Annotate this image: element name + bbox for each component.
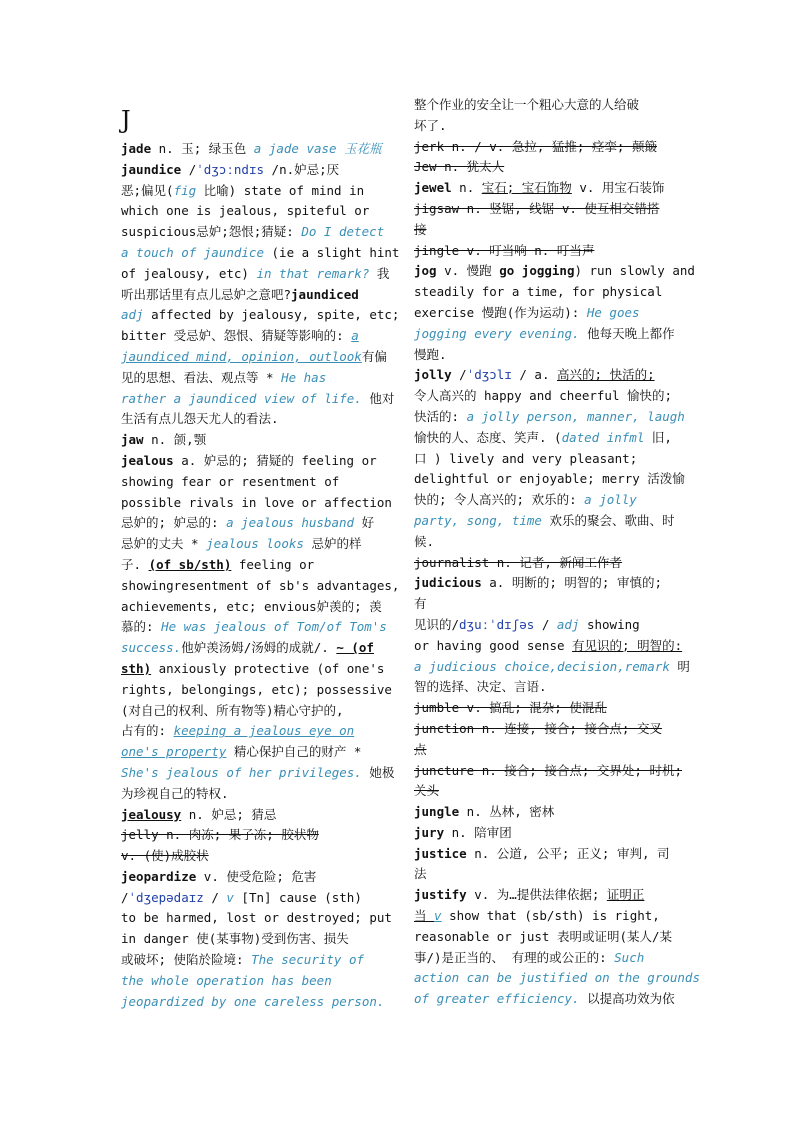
- text-line: [414, 365, 680, 386]
- definition-text: 为珍视自己的特权.: [121, 785, 229, 801]
- text-line: [414, 261, 695, 282]
- text-line: [121, 929, 387, 950]
- text-line: [414, 864, 680, 885]
- text-line: [121, 659, 387, 680]
- text-line: [414, 740, 680, 761]
- text-line: [121, 555, 387, 576]
- struck-entry: 关头: [414, 783, 440, 799]
- struck-entry: junction n. 连接, 接合; 接合点; 交叉: [414, 720, 662, 736]
- text-line: [414, 116, 680, 137]
- phonetic-text: dʒuːˈdɪʃəs: [459, 616, 535, 632]
- definition-text: ~ (of: [336, 640, 374, 656]
- definition-text: 坏了.: [414, 117, 447, 133]
- text-line: [121, 763, 395, 784]
- text-line: [414, 594, 680, 615]
- definition-text: 比喻) state of mind in: [196, 182, 365, 198]
- definition-text: 占有的:: [121, 723, 174, 739]
- definition-text: exercise 慢跑(作为运动):: [414, 304, 587, 320]
- definition-text: 旧,: [644, 429, 672, 445]
- example-text: Such: [614, 949, 645, 965]
- section-letter: J: [121, 106, 131, 134]
- text-line: [121, 846, 387, 867]
- text-line: [414, 885, 680, 906]
- text-line: [121, 742, 387, 763]
- text-line: [121, 326, 387, 347]
- definition-text: 候.: [414, 533, 435, 549]
- headword: jealous: [121, 452, 174, 468]
- example-text: a judicious choice,decision,remark: [414, 658, 670, 674]
- definition-text: showing fear or resentment of: [121, 473, 340, 489]
- headword: jaundiced: [291, 286, 359, 302]
- headword: go jogging: [499, 263, 575, 279]
- definition-text: [Tn] cause (sth): [233, 889, 362, 905]
- example-text: jaundiced mind, opinion, outlook: [121, 348, 362, 364]
- text-line: [414, 345, 680, 366]
- example-text: the whole operation has been: [121, 972, 332, 988]
- definition-text: in danger 使(某事物)受到伤害、损失: [121, 931, 349, 947]
- definition-text: 有偏: [361, 348, 387, 364]
- definition-text: affected by jealousy, spite, etc;: [143, 307, 400, 323]
- text-line: [121, 430, 387, 451]
- headword: justify: [414, 887, 467, 903]
- definition-text: 快活的:: [414, 408, 467, 424]
- definition-text: 见的思想、看法、观点等 *: [121, 369, 282, 385]
- definition-text: achievements, etc; envious妒羡的; 羡: [121, 598, 382, 614]
- definition-text: bitter 受忌妒、怨恨、猜疑等影响的:: [121, 328, 352, 344]
- definition-text: 令人高兴的 happy and cheerful 愉快的;: [414, 388, 673, 404]
- phonetic-text: ˈdʒepədaɪz: [128, 889, 204, 905]
- definition-text: (of sb/sth): [148, 556, 232, 572]
- definition-text: sth): [121, 660, 152, 676]
- text-line: [414, 137, 680, 158]
- headword: jungle: [414, 804, 460, 820]
- definition-text: ) run slowly and: [574, 263, 695, 279]
- example-text: He goes: [586, 304, 640, 320]
- text-line: [414, 802, 680, 823]
- example-text: in that remark?: [256, 265, 370, 281]
- definition-text: n. 陪审团: [444, 824, 512, 840]
- definition-text: which one is jealous, spiteful or: [121, 203, 370, 219]
- text-line: [414, 968, 700, 989]
- definition-text: 好: [354, 515, 375, 531]
- headword: jury: [414, 824, 445, 840]
- example-text: v: [226, 889, 234, 905]
- definition-text: 她极: [361, 764, 395, 780]
- definition-text: 快的; 令人高兴的; 欢乐的:: [414, 492, 585, 508]
- definition-text: 欢乐的聚会、歌曲、时: [541, 512, 675, 528]
- example-text: The security of: [251, 952, 364, 968]
- text-line: [121, 825, 387, 846]
- text-line: [121, 617, 387, 638]
- text-line: [121, 576, 400, 597]
- definition-text: 听出那话里有点儿忌妒之意吧?: [121, 286, 292, 302]
- text-line: [414, 157, 680, 178]
- text-line: [414, 781, 680, 802]
- definition-text: 见识的/: [414, 616, 460, 632]
- definition-text: (ie a slight hint: [264, 244, 400, 260]
- example-text: She's jealous of her privileges.: [121, 764, 362, 780]
- example-text: party, song, time: [414, 512, 542, 528]
- text-line: [414, 324, 680, 345]
- headword: jewel: [414, 180, 452, 196]
- text-line: [414, 428, 680, 449]
- struck-entry: Jew n. 犹太人: [414, 159, 505, 175]
- text-line: [121, 389, 395, 410]
- definition-text: 他妒羡汤姆/汤姆的成就/.: [181, 640, 337, 656]
- example-text: jogging every evening.: [414, 325, 580, 341]
- text-line: [414, 761, 680, 782]
- example-text: a jade vase 玉花瓶: [253, 141, 382, 156]
- definition-text: (对自己的权利、所有物等)精心守护的,: [121, 702, 344, 718]
- definition-text: n. 玉; 绿玉色: [151, 141, 254, 156]
- definition-text: /n.妒忌;厌: [264, 161, 340, 177]
- definition-text: 事/)是正当的、 有理的或公正的:: [414, 949, 615, 965]
- text-line: [121, 222, 387, 243]
- struck-entry: journalist n. 记者, 新闻工作者: [414, 554, 622, 570]
- definition-text: 法: [414, 866, 427, 882]
- example-text: keeping a jealous eye on: [173, 723, 355, 739]
- headword: jeopardize: [121, 868, 197, 884]
- definition-text: v. 慢跑: [436, 263, 500, 279]
- headword: judicious: [414, 575, 482, 591]
- text-line: [414, 844, 680, 865]
- text-line: [414, 573, 680, 594]
- example-text: a jolly: [584, 492, 637, 508]
- definition-text: 当: [414, 908, 435, 924]
- definition-text: a. 明断的; 明智的; 审慎的;: [481, 575, 662, 591]
- example-text: of greater efficiency.: [414, 991, 580, 1007]
- text-line: [414, 303, 680, 324]
- definition-text: suspicious忌妒;怨恨;猜疑:: [121, 224, 302, 240]
- definition-text: 证明正: [606, 887, 645, 903]
- text-line: [414, 178, 680, 199]
- definition-text: 慕的:: [121, 619, 162, 635]
- text-line: [121, 638, 387, 659]
- definition-text: showingresentment of sb's advantages,: [121, 577, 400, 593]
- struck-entry: jelly n. 肉冻; 果子冻; 胶状物: [121, 827, 319, 843]
- text-line: [414, 636, 683, 657]
- example-text: dated infml: [561, 429, 645, 445]
- example-text: a jolly person, manner, laugh: [466, 408, 685, 424]
- definition-text: feeling or: [231, 556, 315, 572]
- definition-text: 恶;偏见(: [121, 182, 174, 198]
- text-line: [121, 805, 387, 826]
- definition-text: 生活有点儿怨天尤人的看法.: [121, 411, 279, 427]
- definition-text: 有: [414, 596, 427, 612]
- definition-text: a. 妒忌的; 猜疑的 feeling or: [173, 452, 377, 468]
- example-text: jeopardized by one careless person.: [121, 993, 385, 1009]
- example-text: success.: [121, 640, 182, 656]
- text-line: [414, 199, 680, 220]
- headword: jolly: [414, 367, 452, 383]
- definition-text: 明: [669, 658, 690, 674]
- text-line: [121, 472, 387, 493]
- definition-text: 忌妒的丈夫 *: [121, 536, 207, 552]
- definition-text: 或破坏; 使陷於险境:: [121, 952, 252, 968]
- text-line: [121, 160, 387, 181]
- text-line: [414, 989, 680, 1010]
- text-line: [121, 347, 387, 368]
- definition-text: n. 公道, 公平; 正义; 审判, 司: [466, 845, 670, 861]
- text-line: [414, 532, 680, 553]
- text-line: [121, 493, 392, 514]
- headword: justice: [414, 845, 467, 861]
- definition-text: /: [534, 616, 557, 632]
- text-line: [414, 220, 680, 241]
- definition-text: steadily for a time, for physical: [414, 284, 663, 300]
- text-line: [414, 719, 680, 740]
- definition-text: jealousy: [121, 806, 182, 822]
- definition-text: 忌妒的; 妒忌的:: [121, 515, 227, 531]
- struck-entry: v. (使)成胶状: [121, 848, 209, 864]
- text-line: [414, 469, 685, 490]
- text-line: [414, 615, 680, 636]
- text-line: [121, 784, 387, 805]
- definition-text: possible rivals in love or affection: [121, 494, 392, 510]
- text-line: [121, 139, 387, 160]
- example-text: adj: [556, 616, 580, 632]
- text-line: [121, 451, 387, 472]
- definition-text: /: [451, 367, 467, 383]
- definition-text: to be harmed, lost or destroyed; put: [121, 910, 392, 926]
- text-line: [414, 449, 680, 470]
- definition-text: / a.: [511, 367, 558, 383]
- text-line: [121, 992, 387, 1013]
- definition-text: /: [181, 161, 197, 177]
- text-line: [414, 927, 680, 948]
- definition-text: n. 颌,颚: [143, 432, 207, 448]
- text-line: [121, 181, 387, 202]
- example-text: a touch of jaundice: [121, 244, 264, 260]
- text-line: [414, 511, 680, 532]
- text-line: [121, 908, 392, 929]
- example-text: fig: [173, 182, 197, 198]
- text-line: [414, 95, 680, 116]
- text-line: [121, 264, 390, 285]
- text-line: [121, 680, 392, 701]
- text-line: [414, 407, 685, 428]
- definition-text: 他对: [361, 390, 395, 406]
- text-line: [414, 906, 680, 927]
- example-text: jealous looks: [206, 536, 304, 552]
- text-line: [121, 888, 387, 909]
- example-text: a: [351, 328, 359, 344]
- definition-text: 忌妒的样: [303, 536, 362, 552]
- text-line: [414, 823, 680, 844]
- definition-text: v. 使受危险; 危害: [196, 868, 317, 884]
- headword: jade: [121, 141, 152, 156]
- example-text: a jealous husband: [226, 515, 355, 531]
- struck-entry: 点: [414, 741, 427, 757]
- text-line: [414, 698, 680, 719]
- definition-text: 有见识的; 明智的:: [572, 637, 683, 653]
- definition-text: 智的选择、决定、言语.: [414, 679, 547, 695]
- definition-text: 他每天晚上都作: [579, 325, 675, 341]
- definition-text: 慢跑.: [414, 346, 447, 362]
- text-line: [121, 950, 387, 971]
- text-line: [121, 721, 387, 742]
- text-line: [121, 409, 387, 430]
- struck-entry: jumble v. 搞乱; 混杂; 使混乱: [414, 700, 607, 716]
- text-line: [121, 285, 387, 306]
- text-line: [414, 657, 690, 678]
- phonetic-text: ˈdʒɔlɪ: [466, 367, 512, 383]
- definition-text: 以提高功效为依: [579, 991, 675, 1007]
- definition-text: or having good sense: [414, 637, 573, 653]
- definition-text: rights, belongings, etc); possessive: [121, 681, 392, 697]
- text-line: [121, 971, 387, 992]
- text-line: [121, 597, 387, 618]
- definition-text: v. 用宝石装饰: [571, 180, 665, 196]
- struck-entry: jigsaw n. 竖锯, 线锯 v. 使互相交错搭: [414, 200, 660, 216]
- example-text: v: [434, 908, 442, 924]
- struck-entry: 接: [414, 221, 427, 237]
- definition-text: n. 丛林, 密林: [459, 804, 555, 820]
- headword: jaw: [121, 432, 144, 448]
- definition-text: 高兴的; 快活的;: [557, 367, 655, 383]
- text-line: [414, 553, 680, 574]
- text-line: [121, 368, 387, 389]
- definition-text: 精心保护自己的财产 *: [226, 744, 362, 760]
- text-line: [121, 513, 387, 534]
- example-text: He has: [281, 369, 327, 385]
- text-line: [414, 948, 680, 969]
- left-column: [121, 139, 400, 1012]
- example-text: Do I detect: [301, 224, 385, 240]
- example-text: rather a jaundiced view of life.: [121, 390, 362, 406]
- definition-text: reasonable or just 表明或证明(某人/某: [414, 928, 673, 944]
- definition-text: v. 为…提供法律依据;: [466, 887, 607, 903]
- definition-text: /: [121, 889, 129, 905]
- struck-entry: juncture n. 接合; 接合点; 交界处; 时机;: [414, 762, 682, 778]
- definition-text: /: [203, 889, 227, 905]
- text-line: [414, 677, 680, 698]
- text-line: [414, 282, 680, 303]
- definition-text: delightful or enjoyable; merry 活泼愉: [414, 471, 685, 487]
- text-line: [121, 305, 400, 326]
- text-line: [121, 701, 387, 722]
- phonetic-text: ˈdʒɔːndɪs: [196, 161, 265, 177]
- definition-text: n.: [451, 180, 482, 196]
- definition-text: of jealousy, etc): [121, 265, 257, 281]
- definition-text: 宝石; 宝石饰物: [481, 180, 572, 196]
- definition-text: 子.: [121, 556, 149, 572]
- text-line: [121, 867, 387, 888]
- definition-text: 愉快的人、态度、笑声. (: [414, 429, 562, 445]
- definition-text: 口 ) lively and very pleasant;: [414, 450, 638, 466]
- struck-entry: jingle v. 叮当响 n. 叮当声: [414, 242, 595, 258]
- right-column: [414, 95, 700, 1010]
- struck-entry: jerk n. / v. 急拉, 猛推; 痉挛; 颠簸: [414, 138, 657, 154]
- definition-text: showing: [579, 616, 640, 632]
- headword: jog: [414, 263, 437, 279]
- definition-text: n. 妒忌; 猜忌: [181, 806, 277, 822]
- definition-text: show that (sb/sth) is right,: [441, 908, 660, 924]
- text-line: [414, 490, 680, 511]
- definition-text: anxiously protective (of one's: [151, 660, 385, 676]
- definition-text: 我: [369, 265, 390, 281]
- example-text: He was jealous of Tom/of Tom's: [161, 619, 387, 635]
- definition-text: 整个作业的安全让一个粗心大意的人给破: [414, 97, 640, 112]
- example-text: action can be justified on the grounds: [414, 970, 700, 986]
- headword: jaundice: [121, 161, 182, 177]
- text-line: [121, 534, 387, 555]
- text-line: [121, 243, 400, 264]
- example-text: adj: [121, 307, 144, 323]
- text-line: [121, 201, 387, 222]
- example-text: one's property: [121, 744, 227, 760]
- text-line: [414, 241, 680, 262]
- text-line: [414, 386, 680, 407]
